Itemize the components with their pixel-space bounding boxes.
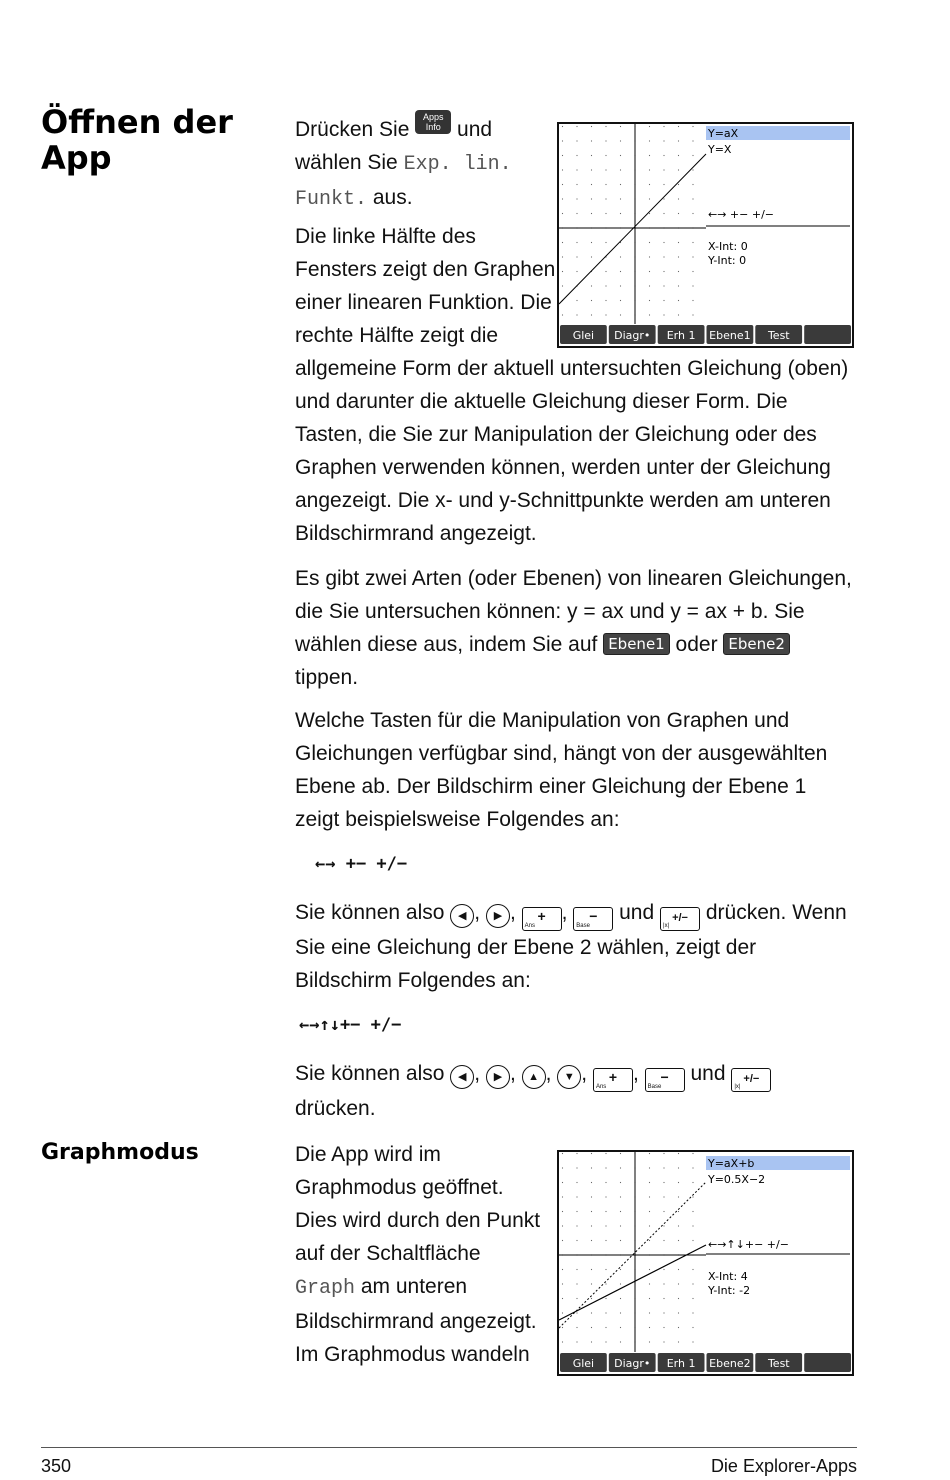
paragraph-level1-keys: Sie können also ◀ , ▶ , + Ans , − Base und +/− |x| drücken. Wenn Sie eine Gleichung der Ebene 2 wählen, zeigt der Bildschirm Folgendes an: [295, 901, 847, 992]
section2-body [295, 1138, 545, 1381]
grid-dot [663, 1269, 664, 1270]
text: und wählen Sie [295, 118, 493, 174]
keys-text: ←→↑↓+− +/− [708, 1238, 789, 1251]
grid-dot [678, 1283, 679, 1284]
grid-dot [576, 1341, 577, 1342]
grid-dot [591, 1298, 592, 1299]
grid-dot [576, 1225, 577, 1226]
grid-dot [576, 1153, 577, 1154]
grid-dot [605, 1240, 606, 1241]
menu-button-label: Diagr• [614, 1357, 651, 1370]
grid-dot [678, 1327, 679, 1328]
x-intercept-text: X-Int: 0 [708, 240, 748, 253]
y-intercept-text: Y-Int: 0 [708, 254, 747, 267]
grid-dot [678, 1312, 679, 1313]
grid-dot [605, 1269, 606, 1270]
grid-dot [663, 1341, 664, 1342]
paragraph-text: Die linke Hälfte des Fensters zeigt den Graphen einer linearen Funktion. Die rechte Hälfte zeigt die allgemeine Form der aktuell untersuchten Gleichung (oben) und darunter die aktuelle Gleichung dieser Form. Die Tasten, die Sie zur Manipulation der Gleichung oder des Graphen verwenden können, werden unter der Gleichung angezeigt. Die x- und y-Schnittpunkte werden am unteren Bildschirmrand angezeigt. [295, 225, 849, 545]
grid-dot [678, 1298, 679, 1299]
grid-dot [678, 1225, 679, 1226]
calculator-screen-level2 [557, 1150, 854, 1376]
general-form-text: Y=aX [708, 127, 739, 140]
menu-button-label: Erh 1 [666, 329, 696, 342]
grid-dot [620, 1153, 621, 1154]
text: am unteren Bildschirmrand angezeigt. Im Graphmodus wandeln [295, 1275, 537, 1366]
ebene1-button[interactable]: Ebene1 [603, 633, 670, 655]
grid-dot [620, 1327, 621, 1328]
plus-key-icon [593, 1068, 633, 1092]
grid-dot [562, 1269, 563, 1270]
grid-dot [649, 1225, 650, 1226]
key-sub: Base [576, 923, 590, 929]
menu-button-label: Ebene1 [709, 329, 751, 342]
menu-button-label: Diagr• [614, 329, 651, 342]
grid-dot [649, 1211, 650, 1212]
right-arrow-key-icon: ▶ [486, 904, 510, 928]
chapter-title: Die Explorer-Apps [710, 1456, 857, 1476]
graph-button-name: Graph [295, 1277, 356, 1300]
paragraph-level2-keys: Sie können also ◀ , ▶ , ▲ , ▼ , + Ans , − Base und +/− |x| drücken. [295, 1057, 855, 1125]
grid-dot [692, 1341, 693, 1342]
section-heading-graph-mode: Graphmodus [41, 1140, 199, 1165]
menu-button-label: Glei [572, 329, 595, 342]
grid-dot [663, 1240, 664, 1241]
key-label: − [589, 908, 598, 924]
grid-dot [649, 1312, 650, 1313]
grid-dot [649, 1327, 650, 1328]
grid-dot [605, 1298, 606, 1299]
graph-grid [562, 1153, 694, 1343]
grid-dot [663, 1196, 664, 1197]
footer-divider [41, 1447, 857, 1448]
function-line [559, 1245, 706, 1320]
grid-dot [576, 1269, 577, 1270]
grid-dot [692, 1283, 693, 1284]
section-heading-open-app: Öffnen der App [41, 103, 233, 177]
general-form-text: Y=aX+b [708, 1157, 755, 1170]
grid-dot [591, 1182, 592, 1183]
grid-dot [562, 1182, 563, 1183]
grid-dot [605, 1283, 606, 1284]
apps-key-icon: Apps Info [415, 110, 451, 134]
key-label: + [537, 908, 546, 924]
key-label: +/− [672, 912, 688, 924]
grid-dot [692, 1211, 693, 1212]
text: Die App wird im Graphmodus geöffnet. Dies wird durch den Punkt auf der Schaltfläche [295, 1143, 541, 1265]
grid-dot [692, 1312, 693, 1313]
grid-dot [576, 1298, 577, 1299]
grid-dot [649, 1153, 650, 1154]
y-intercept-text: Y-Int: -2 [708, 1284, 751, 1297]
grid-dot [591, 1167, 592, 1168]
grid-dot [649, 1283, 650, 1284]
wrap-spacer-screen [560, 220, 855, 348]
text: tippen. [295, 666, 359, 689]
grid-dot [649, 1341, 650, 1342]
key-sub: Ans [595, 1084, 607, 1090]
grid-dot [605, 1182, 606, 1183]
grid-dot [620, 1283, 621, 1284]
text: drücken. Wenn Sie eine Gleichung der Ebene 2 wählen, zeigt der Bildschirm Folgendes an: [295, 901, 847, 992]
plus-minus-key-icon [731, 1068, 771, 1092]
grid-dot [678, 1341, 679, 1342]
grid-dot [620, 1196, 621, 1197]
grid-dot [620, 1211, 621, 1212]
grid-dot [576, 1312, 577, 1313]
grid-dot [591, 1312, 592, 1313]
grid-dot [576, 1327, 577, 1328]
paragraph-levels [295, 562, 855, 694]
grid-dot [692, 1240, 693, 1241]
paragraph-keys-intro: Welche Tasten für die Manipulation von Graphen und Gleichungen verfügbar sind, hängt von der ausgewählten Ebene ab. Der Bildschirm einer Gleichung der Ebene 1 zeigt beispielsweise Folgendes an: [295, 709, 828, 831]
grid-dot [562, 1153, 563, 1154]
grid-dot [591, 1211, 592, 1212]
grid-dot [605, 1196, 606, 1197]
grid-dot [562, 1327, 563, 1328]
key-label: + [608, 1069, 618, 1085]
grid-dot [692, 1225, 693, 1226]
grid-dot [605, 1341, 606, 1342]
down-arrow-key-icon: ▼ [557, 1065, 581, 1089]
grid-dot [678, 1196, 679, 1197]
grid-dot [649, 1298, 650, 1299]
grid-dot [692, 1182, 693, 1183]
equation-text: Y=X [708, 143, 732, 156]
right-arrow-key-icon: ▶ [486, 1065, 510, 1089]
text: und [613, 901, 661, 924]
paragraph-open-app [295, 110, 545, 216]
grid-dot [562, 1312, 563, 1313]
page-number: 350 [41, 1456, 72, 1476]
grid-dot [605, 1153, 606, 1154]
minus-key-icon [573, 907, 613, 931]
text: Es gibt zwei Arten (oder Ebenen) von linearen Gleichungen, die Sie untersuchen können: y = ax und y = ax + b. Sie wählen diese aus, indem Sie auf [295, 567, 852, 656]
key-label: − [660, 1069, 669, 1085]
grid-dot [562, 1341, 563, 1342]
grid-dot [605, 1327, 606, 1328]
plus-key-icon [522, 907, 562, 931]
key-label: +/− [743, 1073, 760, 1085]
text: und [684, 1062, 732, 1085]
grid-dot [663, 1153, 664, 1154]
grid-dot [663, 1327, 664, 1328]
menu-button-label: Test [767, 329, 790, 342]
grid-dot [663, 1225, 664, 1226]
grid-dot [620, 1225, 621, 1226]
grid-dot [663, 1312, 664, 1313]
grid-dot [663, 1283, 664, 1284]
equation-text: Y=0.5X−2 [708, 1173, 766, 1186]
grid-dot [649, 1240, 650, 1241]
menu-button-label: Test [767, 1357, 790, 1370]
grid-dot [591, 1225, 592, 1226]
paragraph-2 [295, 220, 855, 560]
grid-dot [692, 1167, 693, 1168]
grid-dot [663, 1211, 664, 1212]
grid-dot [692, 1269, 693, 1270]
menu-button[interactable] [804, 1353, 851, 1372]
paragraph-graph-mode [295, 1138, 545, 1371]
key-sub: |x| [734, 1084, 741, 1090]
grid-dot [562, 1225, 563, 1226]
grid-dot [591, 1269, 592, 1270]
grid-dot [620, 1341, 621, 1342]
text: Sie können also [295, 901, 451, 924]
keys-text: ←→ +− +/− [708, 208, 774, 221]
grid-dot [562, 1298, 563, 1299]
menu-bar [560, 1353, 851, 1372]
grid-dot [663, 1167, 664, 1168]
menu-button-label: Ebene2 [709, 1357, 751, 1370]
grid-dot [663, 1298, 664, 1299]
minus-key-icon [645, 1068, 685, 1092]
grid-dot [591, 1341, 592, 1342]
grid-dot [605, 1312, 606, 1313]
grid-dot [620, 1269, 621, 1270]
grid-dot [678, 1269, 679, 1270]
paragraph-3 [295, 562, 855, 1135]
grid-dot [692, 1196, 693, 1197]
menu-button-label: Glei [572, 1357, 595, 1370]
grid-dot [620, 1312, 621, 1313]
text: drücken. [295, 1097, 376, 1120]
grid-dot [605, 1167, 606, 1168]
grid-dot [620, 1298, 621, 1299]
grid-dot [576, 1211, 577, 1212]
level2-keys-display: ←→↑↓+− +/− [299, 1015, 402, 1035]
grid-dot [562, 1196, 563, 1197]
grid-dot [591, 1153, 592, 1154]
grid-dot [649, 1167, 650, 1168]
key-sub: Base [647, 1084, 662, 1090]
ebene2-button[interactable]: Ebene2 [723, 633, 790, 655]
grid-dot [663, 1182, 664, 1183]
grid-dot [562, 1167, 563, 1168]
grid-dot [692, 1298, 693, 1299]
grid-dot [678, 1182, 679, 1183]
text: Drücken Sie [295, 118, 416, 141]
key-sub: |x| [663, 923, 670, 929]
left-arrow-key-icon: ◀ [450, 1065, 474, 1089]
grid-dot [649, 1182, 650, 1183]
key-sub: Ans [524, 923, 535, 929]
grid-dot [591, 1240, 592, 1241]
grid-dot [591, 1327, 592, 1328]
grid-dot [576, 1182, 577, 1183]
grid-dot [678, 1211, 679, 1212]
text: aus. [367, 186, 413, 209]
grid-dot [562, 1283, 563, 1284]
left-arrow-key-icon: ◀ [450, 904, 474, 928]
grid-dot [576, 1283, 577, 1284]
grid-dot [605, 1211, 606, 1212]
grid-dot [591, 1283, 592, 1284]
grid-dot [649, 1269, 650, 1270]
text: Sie können also [295, 1062, 451, 1085]
grid-dot [692, 1153, 693, 1154]
grid-dot [678, 1167, 679, 1168]
text: oder [669, 633, 724, 656]
grid-dot [620, 1240, 621, 1241]
grid-dot [605, 1225, 606, 1226]
grid-dot [562, 1211, 563, 1212]
grid-dot [576, 1196, 577, 1197]
grid-dot [649, 1196, 650, 1197]
grid-dot [692, 1327, 693, 1328]
x-intercept-text: X-Int: 4 [708, 1270, 748, 1283]
grid-dot [678, 1240, 679, 1241]
app-name: Exp. lin. Funkt. [295, 153, 512, 211]
grid-dot [576, 1167, 577, 1168]
grid-dot [591, 1196, 592, 1197]
plus-minus-key-icon [660, 907, 700, 931]
grid-dot [620, 1167, 621, 1168]
grid-dot [562, 1240, 563, 1241]
menu-button-label: Erh 1 [666, 1357, 696, 1370]
level1-keys-display: ←→ +− +/− [315, 854, 408, 874]
up-arrow-key-icon: ▲ [522, 1065, 546, 1089]
grid-dot [620, 1182, 621, 1183]
grid-dot [576, 1240, 577, 1241]
grid-dot [678, 1153, 679, 1154]
